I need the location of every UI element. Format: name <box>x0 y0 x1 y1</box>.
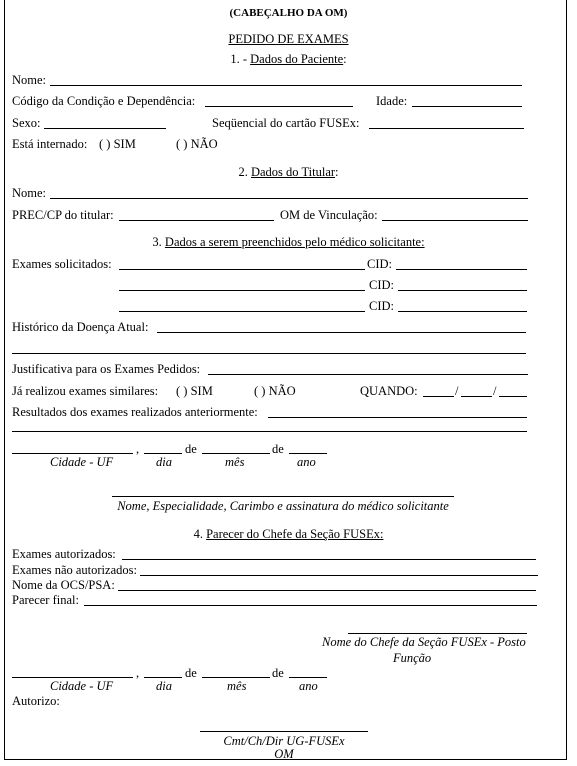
justification-field[interactable] <box>208 374 528 375</box>
when-day-field[interactable] <box>423 396 454 397</box>
hospitalized-no-option[interactable]: ( ) NÃO <box>176 137 218 151</box>
holder-name-field[interactable] <box>50 198 528 199</box>
chief-signature-line[interactable] <box>348 633 527 634</box>
cid-field-1[interactable] <box>396 269 527 270</box>
condition-label: Código da Condição e Dependência: <box>12 94 196 108</box>
exam-field-2[interactable] <box>119 290 365 291</box>
prec-label: PREC/CP do titular: <box>12 208 114 222</box>
city-field-1[interactable] <box>12 453 133 454</box>
doctor-signature-caption: Nome, Especialidade, Carimbo e assinatura do médico solicitante <box>117 499 449 513</box>
date-de-1b: de <box>272 442 284 456</box>
ocs-field[interactable] <box>118 590 536 591</box>
exam-field-1[interactable] <box>119 269 365 270</box>
year-caption-1: ano <box>297 455 316 469</box>
form-title: PEDIDO DE EXAMES <box>228 32 349 46</box>
results-field-2[interactable] <box>12 431 527 432</box>
year-caption-2: ano <box>299 679 318 693</box>
condition-field[interactable] <box>205 106 353 107</box>
authorized-field[interactable] <box>122 559 536 560</box>
chief-signature-caption-1: Nome do Chefe da Seção FUSEx - Posto <box>322 635 526 649</box>
section4-heading: 4. Parecer do Chefe da Seção FUSEx: <box>193 527 384 541</box>
cid-field-3[interactable] <box>398 311 527 312</box>
city-field-2[interactable] <box>12 677 133 678</box>
chief-signature-caption-2: Função <box>393 651 432 665</box>
not-authorized-label: Exames não autorizados: <box>12 563 137 577</box>
card-field[interactable] <box>369 128 524 129</box>
age-label: Idade: <box>376 94 408 108</box>
year-field-1[interactable] <box>289 453 327 454</box>
month-field-1[interactable] <box>202 453 270 454</box>
date-comma-2: , <box>136 666 140 680</box>
history-field-1[interactable] <box>157 332 526 333</box>
opinion-field[interactable] <box>84 605 537 606</box>
sex-label: Sexo: <box>12 116 41 130</box>
date-de-2b: de <box>272 666 284 680</box>
doctor-signature-line[interactable] <box>112 496 454 497</box>
hospitalized-label: Está internado: <box>12 137 88 151</box>
justification-label: Justificativa para os Exames Pedidos: <box>12 362 201 376</box>
age-field[interactable] <box>412 106 522 107</box>
opinion-label: Parecer final: <box>12 593 79 607</box>
exam-field-3[interactable] <box>119 311 365 312</box>
similar-no-option[interactable]: ( ) NÃO <box>254 384 296 398</box>
month-caption-1: mês <box>225 455 245 469</box>
ocs-label: Nome da OCS/PSA: <box>12 578 115 592</box>
commander-signature-line[interactable] <box>200 731 368 732</box>
day-caption-2: dia <box>156 679 172 693</box>
patient-name-label: Nome: <box>12 73 47 87</box>
om-field[interactable] <box>382 220 528 221</box>
section2-heading: 2. Dados do Titular: <box>238 165 339 179</box>
cid-label-2: CID: <box>369 278 394 292</box>
when-month-field[interactable] <box>461 396 492 397</box>
date-de-1a: de <box>185 442 197 456</box>
cid-label-1: CID: <box>367 257 392 271</box>
cid-label-3: CID: <box>369 299 394 313</box>
similar-yes-option[interactable]: ( ) SIM <box>176 384 213 398</box>
results-field-1[interactable] <box>268 417 527 418</box>
when-year-field[interactable] <box>499 396 527 397</box>
prec-field[interactable] <box>119 220 274 221</box>
history-field-2[interactable] <box>12 353 526 354</box>
city-caption-2: Cidade - UF <box>50 679 114 693</box>
day-field-1[interactable] <box>144 453 182 454</box>
cid-field-2[interactable] <box>398 290 527 291</box>
history-label: Histórico da Doença Atual: <box>12 320 149 334</box>
hospitalized-yes-option[interactable]: ( ) SIM <box>99 137 136 151</box>
authorize-label: Autorizo: <box>12 694 60 708</box>
year-field-2[interactable] <box>289 677 327 678</box>
when-label: QUANDO: <box>360 384 418 398</box>
holder-name-label: Nome: <box>12 186 47 200</box>
similar-label: Já realizou exames similares: <box>12 384 159 398</box>
om-label: OM de Vinculação: <box>280 208 378 222</box>
patient-name-field[interactable] <box>50 85 522 86</box>
results-label: Resultados dos exames realizados anteriormente: <box>12 405 258 419</box>
month-field-2[interactable] <box>202 677 270 678</box>
when-slash-1: / <box>455 384 459 398</box>
date-de-2a: de <box>185 666 197 680</box>
header: (CABEÇALHO DA OM) <box>229 7 348 19</box>
exams-label: Exames solicitados: <box>12 257 112 271</box>
not-authorized-field[interactable] <box>140 575 538 576</box>
section1-heading: 1. - Dados do Paciente: <box>230 52 347 66</box>
month-caption-2: mês <box>227 679 247 693</box>
city-caption-1: Cidade - UF <box>50 455 114 469</box>
sex-field[interactable] <box>44 128 166 129</box>
day-caption-1: dia <box>156 455 172 469</box>
date-comma-1: , <box>136 442 140 456</box>
authorized-label: Exames autorizados: <box>12 547 116 561</box>
day-field-2[interactable] <box>144 677 182 678</box>
section3-heading: 3. Dados a serem preenchidos pelo médico solicitante: <box>152 235 425 249</box>
commander-caption-2: OM <box>274 747 294 761</box>
card-label: Seqüencial do cartão FUSEx: <box>212 116 360 130</box>
commander-caption-1: Cmt/Ch/Dir UG-FUSEx <box>223 734 345 748</box>
when-slash-2: / <box>493 384 497 398</box>
